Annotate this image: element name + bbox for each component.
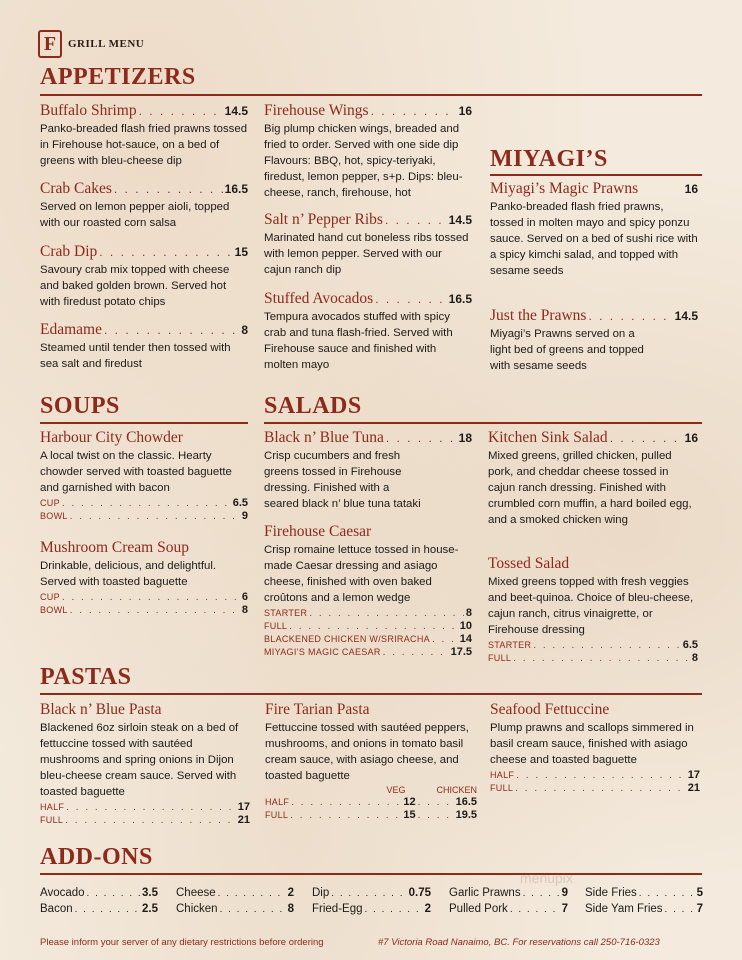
item-name: Kitchen Sink Salad: [488, 429, 608, 446]
item-description: Savoury crab mix topped with cheese and baked golden brown. Served hot with firedust potato chips: [40, 264, 230, 308]
section-divider: [40, 693, 702, 695]
size-label: MIYAGI’S MAGIC CAESAR: [264, 647, 381, 657]
leader-dots: [291, 797, 401, 808]
item-name: Firehouse Wings: [264, 102, 369, 119]
item-description: Drinkable, delicious, and delightful. Served with toasted baguette: [40, 560, 217, 588]
leader-dots: [665, 904, 695, 915]
section-title-addons: ADD-ONS: [40, 844, 153, 870]
addon-name: Pulled Pork: [449, 903, 508, 915]
section-divider: [264, 422, 702, 424]
leader-dots: [385, 213, 447, 227]
leader-dots: [66, 802, 236, 813]
leader-dots: [510, 904, 560, 915]
column-header-veg: VEG: [386, 785, 406, 795]
item-price: 14.5: [674, 309, 698, 323]
addon-name: Dip: [312, 887, 330, 899]
size-label: HALF: [265, 797, 290, 807]
leader-dots: [104, 323, 239, 337]
size-price: 8: [241, 604, 248, 616]
addon-item: [585, 903, 703, 915]
menu-item: [490, 701, 700, 794]
addon-price: 9: [561, 887, 568, 899]
size-label: STARTER: [488, 640, 532, 650]
size-price: 10: [459, 620, 472, 632]
size-label: FULL: [488, 653, 512, 663]
item-description: A local twist on the classic. Hearty chowder served with toasted baguette and garnished with bacon: [40, 450, 232, 494]
leader-dots: [515, 783, 686, 794]
address-reservations: #7 Victoria Road Nanaimo, BC. For reservations call 250-716-0323: [378, 937, 660, 948]
item-price: 16.5: [448, 292, 472, 306]
section-divider: [40, 873, 702, 875]
item-description: Mixed greens, grilled chicken, pulled pork, and cheddar cheese tossed in cajun ranch dressing. Finished with crumbled corn muffin, a hard boiled egg, and a smoked chicken wing: [488, 450, 692, 526]
size-label: FULL: [40, 815, 64, 825]
addon-price: 7: [696, 903, 703, 915]
item-name: Fire Tarian Pasta: [265, 701, 370, 718]
item-price: 16: [684, 182, 698, 196]
size-label: BLACKENED CHICKEN W/SRIRACHA: [264, 634, 430, 644]
size-price: 17: [687, 769, 700, 781]
item-description: Mixed greens topped with fresh veggies and beet-quinoa. Choice of bleu-cheese, cajun ranch, citrus vinaigrette, or Firehouse dressing: [488, 576, 694, 636]
leader-dots: [516, 770, 686, 781]
leader-dots: [99, 245, 232, 259]
item-name: Black n’ Blue Tuna: [264, 429, 384, 446]
leader-dots: [289, 621, 458, 632]
menu-item: [488, 555, 698, 664]
item-name: Black n’ Blue Pasta: [40, 701, 162, 718]
item-description: Panko-breaded flash fried prawns, tossed in molten mayo and spicy ponzu sauce. Served on a bed of sushi rice with a spicy kimchi salad, and topped with sesame seeds: [490, 201, 698, 277]
addon-name: Side Yam Fries: [585, 903, 663, 915]
item-description: Blackened 6oz sirloin steak on a bed of fettuccine tossed with sautéed mushrooms and spring onions in Dijon bleu-cheese cream sauce. Served with toasted baguette: [40, 722, 239, 798]
addon-item: [176, 903, 294, 915]
menu-item: [40, 429, 248, 522]
firehouse-logo: [38, 30, 62, 58]
size-label: CUP: [40, 498, 60, 508]
chicken-price: 19.5: [455, 809, 477, 821]
leader-dots: [218, 888, 286, 899]
menu-item: [40, 321, 248, 372]
leader-dots: [432, 634, 458, 645]
menu-label: GRILL MENU: [68, 38, 145, 50]
chicken-price: 16.5: [455, 796, 477, 808]
section-title-miyagis: MIYAGI’S: [490, 146, 608, 172]
item-name: Just the Prawns: [490, 307, 587, 324]
section-title-soups: SOUPS: [40, 393, 120, 419]
addon-name: Side Fries: [585, 887, 637, 899]
menu-item: [40, 102, 248, 169]
addon-name: Fried-Egg: [312, 903, 363, 915]
size-price: 8: [465, 607, 472, 619]
leader-dots: [70, 605, 240, 616]
size-label: BOWL: [40, 511, 68, 521]
item-name: Tossed Salad: [488, 555, 570, 572]
veg-price: 12: [403, 796, 416, 808]
item-name: Stuffed Avocados: [264, 290, 374, 307]
addon-price: 5: [696, 887, 703, 899]
addon-name: Chicken: [176, 903, 218, 915]
addon-price: 7: [561, 903, 568, 915]
section-title-appetizers: APPETIZERS: [40, 64, 196, 90]
veg-price: 15: [403, 809, 416, 821]
size-label: HALF: [490, 770, 515, 780]
item-description: Crisp romaine lettuce tossed in house-made Caesar dressing and asiago cheese, finished with oven baked croûtons and a lemon wedge: [264, 544, 459, 604]
menu-item: [264, 211, 472, 278]
leader-dots: [418, 797, 454, 808]
menu-item: [490, 307, 698, 374]
item-name: Mushroom Cream Soup: [40, 539, 189, 556]
leader-dots: [114, 182, 223, 196]
item-name: Firehouse Caesar: [264, 523, 372, 540]
addon-item: [176, 887, 294, 899]
addon-item: [449, 887, 568, 899]
size-label: HALF: [40, 802, 65, 812]
item-name: Miyagi’s Magic Prawns: [490, 180, 639, 197]
leader-dots: [87, 888, 140, 899]
addon-item: [40, 903, 158, 915]
menu-item: [490, 180, 698, 279]
item-description: Crisp cucumbers and fresh greens tossed in Firehouse dressing. Finished with a seared black n’ blue tuna tataki: [264, 450, 421, 510]
item-description: Panko-breaded flash fried prawns tossed in Firehouse hot-sauce, on a bed of greens with bleu-cheese dip: [40, 123, 248, 167]
section-divider: [490, 174, 702, 176]
size-price: 17: [237, 801, 250, 813]
item-description: Fettuccine tossed with sautéed peppers, mushrooms, and onions in tomato basil cream sauce, with asiago cheese, and toasted baguette: [265, 722, 469, 782]
item-name: Edamame: [40, 321, 102, 338]
addon-name: Cheese: [176, 887, 216, 899]
leader-dots: [65, 815, 236, 826]
leader-dots: [331, 888, 406, 899]
menu-item: [265, 701, 477, 821]
item-price: 16: [684, 431, 698, 445]
item-description: Tempura avocados stuffed with spicy crab and tuna flash-fried. Served with Firehouse sauce and finished with molten mayo: [264, 311, 453, 371]
leader-dots: [220, 904, 286, 915]
addon-item: [585, 887, 703, 899]
size-label: STARTER: [264, 608, 308, 618]
addon-name: Avocado: [40, 887, 85, 899]
leader-dots: [639, 888, 695, 899]
addon-price: 2.5: [142, 903, 158, 915]
item-name: Crab Dip: [40, 243, 98, 260]
item-description: Served on lemon pepper aioli, topped with our roasted corn salsa: [40, 201, 230, 229]
addon-item: [40, 887, 158, 899]
item-price: 14.5: [448, 213, 472, 227]
item-description: Miyagi’s Prawns served on a light bed of greens and topped with sesame seeds: [490, 328, 644, 372]
size-label: CUP: [40, 592, 60, 602]
leader-dots: [513, 653, 690, 664]
item-description: Steamed until tender then tossed with sea salt and firedust: [40, 342, 231, 370]
menu-item: [488, 429, 698, 528]
leader-dots: [386, 431, 457, 445]
addon-item: [312, 887, 431, 899]
section-title-salads: SALADS: [264, 393, 362, 419]
item-name: Seafood Fettuccine: [490, 701, 610, 718]
menu-item: [40, 701, 250, 826]
leader-dots: [533, 640, 680, 651]
menu-item: [40, 180, 248, 231]
size-price: 8: [691, 652, 698, 664]
section-divider: [40, 422, 248, 424]
item-price: 16.5: [224, 182, 248, 196]
section-title-pastas: PASTAS: [40, 664, 132, 690]
item-price: 16: [458, 104, 472, 118]
leader-dots: [418, 810, 454, 821]
item-name: Crab Cakes: [40, 180, 112, 197]
item-description: Plump prawns and scallops simmered in basil cream sauce, finished with asiago cheese and toasted baguette: [490, 722, 694, 766]
size-price: 9: [241, 510, 248, 522]
size-label: BOWL: [40, 605, 68, 615]
addon-item: [449, 903, 568, 915]
section-divider: [40, 94, 702, 96]
logo-letter: F: [43, 32, 57, 55]
dietary-note: Please inform your server of any dietary restrictions before ordering: [40, 937, 324, 948]
leader-dots: [375, 292, 446, 306]
item-description: Big plump chicken wings, breaded and fried to order. Served with one side dip Flavours: BBQ, hot, spicy-teriyaki, firedust, lemon pepper, s+p. Dips: bleu-cheese, ranch, firehouse, hot: [264, 123, 463, 199]
size-label: FULL: [265, 810, 289, 820]
size-price: 6.5: [232, 497, 248, 509]
leader-dots: [523, 888, 560, 899]
leader-dots: [371, 104, 457, 118]
leader-dots: [365, 904, 423, 915]
size-label: FULL: [490, 783, 514, 793]
item-price: 15: [234, 245, 248, 259]
leader-dots: [383, 647, 449, 658]
leader-dots: [62, 592, 240, 603]
column-header-chicken: CHICKEN: [436, 785, 477, 795]
leader-dots: [75, 904, 140, 915]
menu-item: [264, 102, 472, 201]
menu-item: [40, 243, 248, 310]
addon-price: 2: [287, 887, 294, 899]
item-name: Harbour City Chowder: [40, 429, 183, 446]
menu-item: [264, 429, 472, 512]
leader-dots: [290, 810, 401, 821]
item-price: 18: [458, 431, 472, 445]
addon-price: 0.75: [408, 887, 431, 899]
addon-name: Garlic Prawns: [449, 887, 521, 899]
item-price: 8: [241, 323, 248, 337]
menu-item: [264, 290, 472, 373]
size-price: 14: [459, 633, 472, 645]
item-description: Marinated hand cut boneless ribs tossed with lemon pepper. Served with our cajun ranch dip: [264, 232, 469, 276]
watermark: menupix: [520, 870, 573, 886]
size-label: FULL: [264, 621, 288, 631]
item-name: Buffalo Shrimp: [40, 102, 137, 119]
leader-dots: [139, 104, 223, 118]
addon-name: Bacon: [40, 903, 73, 915]
addon-price: 2: [424, 903, 431, 915]
menu-item: [40, 539, 248, 616]
addon-price: 3.5: [142, 887, 158, 899]
leader-dots: [70, 511, 240, 522]
size-price: 21: [687, 782, 700, 794]
addon-item: [312, 903, 431, 915]
size-price: 6.5: [682, 639, 698, 651]
item-price: 14.5: [224, 104, 248, 118]
size-price: 6: [241, 591, 248, 603]
menu-item: [264, 523, 472, 658]
size-price: 21: [237, 814, 250, 826]
leader-dots: [610, 431, 683, 445]
leader-dots: [62, 498, 231, 509]
size-price: 17.5: [450, 646, 472, 658]
addon-price: 8: [287, 903, 294, 915]
leader-dots: [309, 608, 464, 619]
leader-dots: [588, 309, 672, 323]
item-name: Salt n’ Pepper Ribs: [264, 211, 383, 228]
